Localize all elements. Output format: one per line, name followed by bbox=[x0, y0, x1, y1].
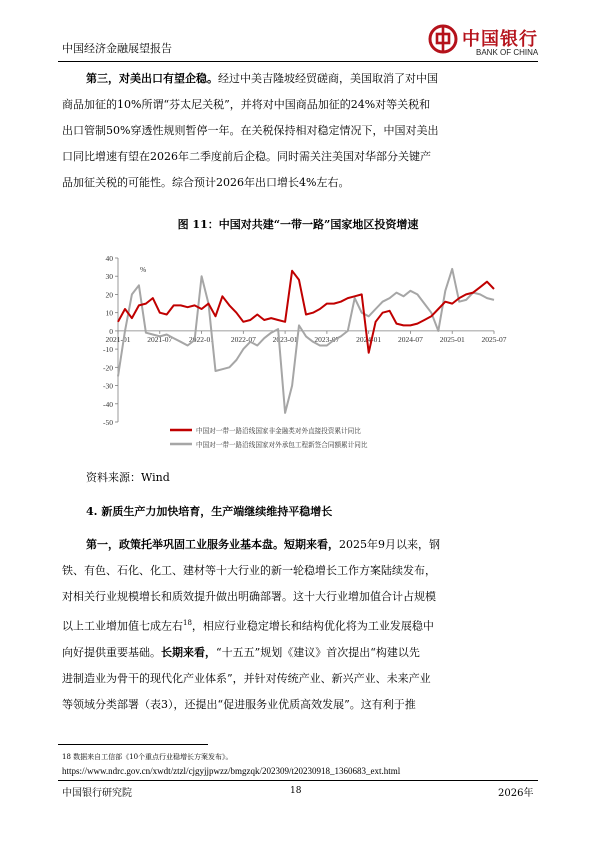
y-tick-label: -40 bbox=[103, 399, 113, 409]
paragraph-line: 出口管制50%穿透性规则暂停一年。在关税保持相对稳定情况下，中国对美出 bbox=[62, 124, 439, 137]
paragraph-exports bbox=[62, 66, 538, 196]
y-tick-label: 0 bbox=[109, 326, 113, 336]
footnote-url[interactable]: https://www.ndrc.gov.cn/xwdt/ztzl/cjgyjjpwzz/bmgzqk/202309/t20230918_1360683_ext.html bbox=[62, 766, 401, 776]
paragraph-line: 品加征关税的可能性。综合预计2026年出口增长4%左右。 bbox=[62, 176, 350, 189]
paragraph-line: 口同比增速有望在2026年二季度前后企稳。同时需关注美国对华部分关键产 bbox=[62, 150, 431, 163]
series-line-2 bbox=[118, 269, 494, 413]
legend-label-2: 中国对一带一路沿线国家对外承包工程新签合同额累计同比 bbox=[196, 441, 368, 449]
paragraph-line: 对相关行业规模增长和质效提升做出明确部署。这十大行业增加值合计占规模 bbox=[62, 590, 436, 603]
paragraph-line: 以上工业增加值七成左右 bbox=[62, 619, 183, 633]
y-tick-label: 30 bbox=[105, 272, 113, 282]
paragraph-line: 经过中美吉隆坡经贸磋商，美国取消了对中国 bbox=[218, 72, 438, 85]
x-tick-label: 2025-01 bbox=[439, 334, 465, 344]
x-tick-label: 2023-01 bbox=[272, 334, 298, 344]
logo-english-text: BANK OF CHINA bbox=[476, 48, 539, 57]
x-tick-label: 2022-07 bbox=[230, 334, 256, 344]
footnote-divider bbox=[58, 744, 208, 745]
paragraph-line: ，相应行业稳定增长和结构优化将为工业发展稳中 bbox=[191, 619, 434, 633]
footnote-text: 18 数据来自工信部《10个重点行业稳增长方案发布》。 bbox=[62, 753, 233, 761]
footer-organization: 中国银行研究院 bbox=[62, 788, 132, 799]
page-number: 18 bbox=[290, 786, 302, 796]
report-title: 中国经济金融展望报告 bbox=[62, 42, 172, 55]
bank-of-china-emblem-icon bbox=[428, 24, 458, 54]
y-tick-label: -50 bbox=[103, 418, 113, 427]
series-line-1 bbox=[118, 271, 494, 353]
bank-logo bbox=[428, 22, 538, 62]
x-tick-label: 2024-01 bbox=[356, 334, 382, 344]
logo-chinese-text: 中国银行 bbox=[462, 29, 538, 50]
paragraph-lead: 长期来看， bbox=[161, 645, 216, 659]
x-tick-label: 2025-07 bbox=[481, 334, 507, 344]
x-tick-label: 2022-01 bbox=[189, 334, 215, 344]
paragraph-line: 向好提供重要基础。 bbox=[62, 645, 161, 659]
y-tick-label: -10 bbox=[103, 345, 113, 355]
y-tick-label: -20 bbox=[103, 363, 113, 373]
y-tick-label: -30 bbox=[103, 381, 113, 391]
header-divider bbox=[58, 61, 538, 62]
x-tick-label: 2021-07 bbox=[147, 334, 173, 344]
investment-growth-chart bbox=[92, 246, 512, 456]
x-tick-label: 2024-07 bbox=[397, 334, 423, 344]
x-tick-label: 2023-07 bbox=[314, 334, 340, 344]
paragraph-line: “十五五”规划《建议》首次提出“构建以先 bbox=[216, 645, 420, 659]
figure-source: 资料来源：Wind bbox=[86, 471, 170, 484]
paragraph-line: 等领域分类部署（表3），还提出“促进服务业优质高效发展”。这有利于推 bbox=[62, 697, 416, 711]
paragraph-lead: 第一，政策托举巩固工业服务业基本盘。短期来看， bbox=[86, 538, 339, 551]
footer-divider bbox=[58, 780, 538, 781]
legend-label-1: 中国对一带一路沿线国家非金融类对外直接投资累计同比 bbox=[196, 427, 361, 435]
figure-title: 图 11：中国对共建“一带一路”国家地区投资增速 bbox=[177, 218, 419, 231]
paragraph-line: 铁、有色、石化、化工、建材等十大行业的新一轮稳增长工作方案陆续发布， bbox=[62, 564, 436, 577]
y-tick-label: 40 bbox=[105, 254, 113, 263]
y-tick-label: 20 bbox=[105, 290, 113, 300]
x-tick-label: 2021-01 bbox=[105, 334, 131, 344]
paragraph-industry bbox=[62, 532, 538, 718]
paragraph-lead: 第三，对美出口有望企稳。 bbox=[86, 72, 218, 85]
paragraph-line: 进制造业为骨干的现代化产业体系”，并针对传统产业、新兴产业、未来产业 bbox=[62, 671, 431, 685]
footnote-reference[interactable]: 18 bbox=[183, 619, 192, 627]
y-axis-unit-label: % bbox=[140, 264, 147, 274]
paragraph-line: 2025年9月以来，钢 bbox=[339, 538, 440, 551]
section-heading: 4. 新质生产力加快培育，生产端继续维持平稳增长 bbox=[86, 505, 333, 518]
y-tick-label: 10 bbox=[105, 308, 113, 318]
footer-year: 2026年 bbox=[498, 788, 534, 799]
paragraph-line: 商品加征的10%所谓“芬太尼关税”，并将对中国商品加征的24%对等关税和 bbox=[62, 98, 431, 111]
